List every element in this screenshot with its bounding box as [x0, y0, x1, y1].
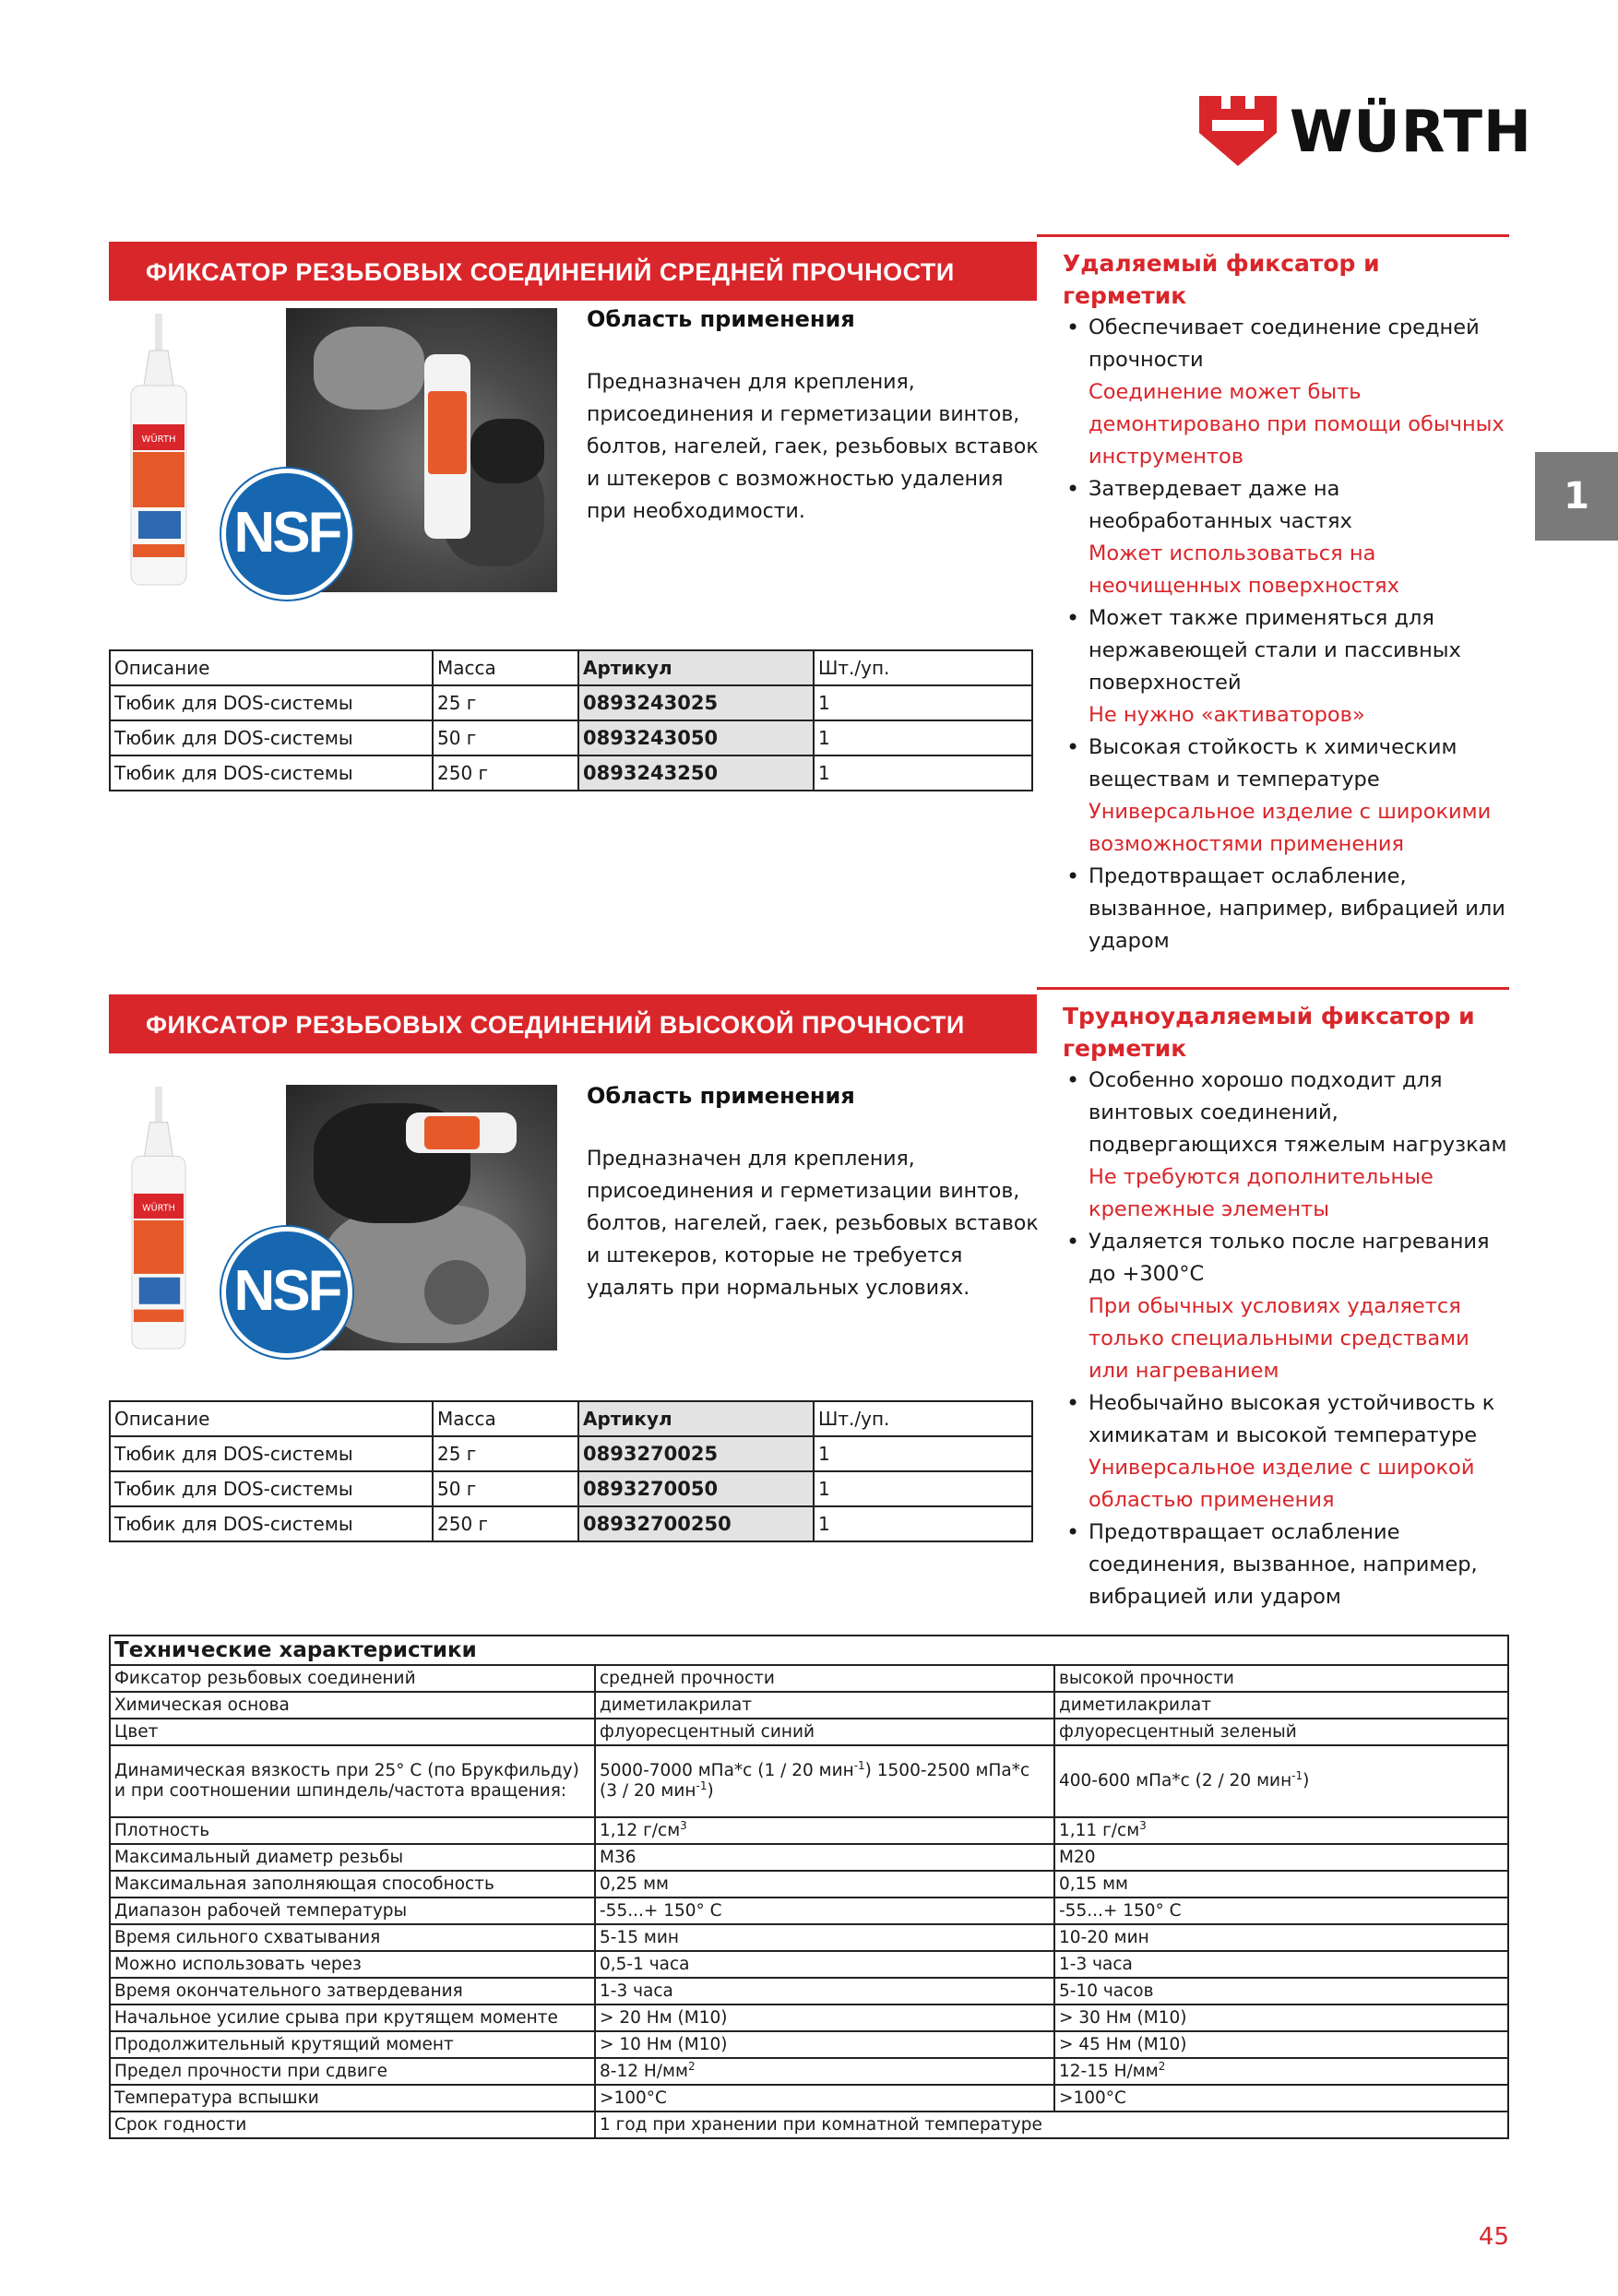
feature-sub: При обычных условиях удаляется только специальными средствами или нагреванием [1089, 1294, 1469, 1383]
spec-value-high: 0,15 мм [1054, 1871, 1508, 1897]
feature-item [1063, 861, 1511, 958]
cell-description: Тюбик для DOS-системы [110, 1506, 433, 1541]
spec-value-medium: М36 [595, 1844, 1054, 1871]
spec-label: Продолжительный крутящий момент [110, 2031, 595, 2058]
feature-sub: Может использоваться на неочищенных поверхностях [1089, 541, 1399, 598]
table-row [110, 1817, 1508, 1844]
product-1-header [109, 242, 1037, 301]
cell-mass: 250 г [433, 755, 578, 791]
spec-value-high: М20 [1054, 1844, 1508, 1871]
cell-article[interactable]: 0893270050 [578, 1471, 814, 1506]
bottle-label: WÜRTH [141, 434, 176, 445]
spec-label: Цвет [110, 1719, 595, 1745]
product-1-features-title: Удаляемый фиксатор и герметик [1063, 250, 1380, 309]
spec-value-high: 400-600 мПа*с (2 / 20 мин$^{-1}$) [1054, 1745, 1508, 1817]
feature-item [1063, 1065, 1511, 1226]
feature-item [1063, 732, 1511, 861]
spec-value-high: 1-3 часа [1054, 1951, 1508, 1978]
product-2-application-text: Предназначен для крепления, присоединения и герметизации винтов, болтов, нагелей, гаек, резьбовых вставок и штекеров, которые не требуется удалять при нормальных условиях. [587, 1148, 1039, 1300]
cell-article[interactable]: 0893243050 [578, 720, 814, 755]
spec-value-high: -55...+ 150° С [1054, 1897, 1508, 1924]
cell-mass: 50 г [433, 1471, 578, 1506]
spec-value-medium: 0,5-1 часа [595, 1951, 1054, 1978]
feature-sub: Не нужно «активаторов» [1089, 703, 1365, 727]
header-article: Артикул [578, 650, 814, 685]
feature-main: Особенно хорошо подходит для винтовых соединений, подвергающихся тяжелым нагрузкам [1089, 1068, 1507, 1157]
table-row [110, 1978, 1508, 2005]
header-description: Описание [110, 1401, 433, 1436]
product-2-features-title: Трудноудаляемый фиксатор и герметик [1063, 1003, 1475, 1062]
wurth-logo-text: WÜRTH [1290, 98, 1532, 165]
spec-label: Можно использовать через [110, 1951, 595, 1978]
spec-value-medium: 5-15 мин [595, 1924, 1054, 1951]
cell-mass: 250 г [433, 1506, 578, 1541]
cell-article[interactable]: 0893243250 [578, 755, 814, 791]
header-description: Описание [110, 650, 433, 685]
tech-specs-title: Технические характеристики [110, 1636, 1508, 1665]
header-article: Артикул [578, 1401, 814, 1436]
table-row [110, 1506, 1032, 1541]
table-row [110, 1665, 1508, 1692]
product-1-table [109, 649, 1033, 791]
spec-value-high: >100°С [1054, 2085, 1508, 2112]
spec-value-medium: 1-3 часа [595, 1978, 1054, 2005]
spec-label: Химическая основа [110, 1692, 595, 1719]
cell-article[interactable]: 0893243025 [578, 685, 814, 720]
table-row [110, 2112, 1508, 2138]
cell-description: Тюбик для DOS-системы [110, 720, 433, 755]
table-header-row [110, 650, 1032, 685]
feature-main: Предотвращает ослабление, вызванное, например, вибрацией или ударом [1089, 864, 1505, 953]
table-row [110, 685, 1032, 720]
table-row [110, 755, 1032, 791]
bottle-label: WÜRTH [142, 1203, 175, 1214]
wurth-logo-icon [1199, 96, 1277, 166]
table-row [110, 2031, 1508, 2058]
spec-label: Срок годности [110, 2112, 595, 2138]
spec-label: Максимальная заполняющая способность [110, 1871, 595, 1897]
spec-value-medium: -55...+ 150° С [595, 1897, 1054, 1924]
table-row [110, 1719, 1508, 1745]
product-2-application-title: Область применения [587, 1083, 855, 1109]
table-row [110, 1692, 1508, 1719]
spec-label: Время окончательного затвердевания [110, 1978, 595, 2005]
tech-specs-table [109, 1635, 1509, 2139]
spec-value-high: > 45 Нм (М10) [1054, 2031, 1508, 2058]
spec-value-medium: средней прочности [595, 1665, 1054, 1692]
cell-description: Тюбик для DOS-системы [110, 685, 433, 720]
cell-mass: 50 г [433, 720, 578, 755]
spec-value-medium: >100°С [595, 2085, 1054, 2112]
table-row [110, 2085, 1508, 2112]
cell-article[interactable]: 08932700250 [578, 1506, 814, 1541]
bottle-image [125, 1087, 192, 1350]
spec-label: Предел прочности при сдвиге [110, 2058, 595, 2085]
spec-value-medium: 0,25 мм [595, 1871, 1054, 1897]
cell-description: Тюбик для DOS-системы [110, 755, 433, 791]
table-row [110, 720, 1032, 755]
table-row [110, 1871, 1508, 1897]
chapter-tab[interactable]: 1 [1535, 452, 1618, 541]
cell-pcs: 1 [814, 1471, 1032, 1506]
spec-value-both: 1 год при хранении при комнатной температуре [595, 2112, 1508, 2138]
product-1-application-title: Область применения [587, 306, 855, 332]
feature-sub: Универсальное изделие с широкой областью применения [1089, 1456, 1475, 1512]
spec-value-high: 10-20 мин [1054, 1924, 1508, 1951]
spec-value-medium: > 20 Нм (М10) [595, 2005, 1054, 2031]
feature-sub: Не требуются дополнительные крепежные элементы [1089, 1165, 1434, 1221]
feature-main: Предотвращает ослабление соединения, вызванное, например, вибрацией или ударом [1089, 1520, 1478, 1609]
cell-pcs: 1 [814, 720, 1032, 755]
feature-main: Может также применяться для нержавеющей стали и пассивных поверхностей [1089, 606, 1461, 695]
cell-pcs: 1 [814, 755, 1032, 791]
bottle-image [125, 314, 192, 587]
wurth-logo [1199, 96, 1532, 166]
nsf-badge [221, 469, 352, 600]
feature-main: Затвердевает даже на необработанных частях [1089, 477, 1352, 533]
cell-description: Тюбик для DOS-системы [110, 1471, 433, 1506]
table-row [110, 2058, 1508, 2085]
spec-label: Фиксатор резьбовых соединений [110, 1665, 595, 1692]
table-header-row [110, 1401, 1032, 1436]
spec-value-high: 5-10 часов [1054, 1978, 1508, 2005]
feature-main: Удаляется только после нагревания до +300°С [1089, 1230, 1490, 1286]
spec-label: Время сильного схватывания [110, 1924, 595, 1951]
table-row [110, 1436, 1032, 1471]
product-1-application-text: Предназначен для крепления, присоединения и герметизации винтов, болтов, нагелей, гаек, резьбовых вставок и штекеров с возможностью удаления при необходимости. [587, 371, 1039, 523]
product-1-header-line [1037, 234, 1509, 237]
feature-item [1063, 1387, 1511, 1517]
feature-main: Обеспечивает соединение средней прочности [1089, 315, 1480, 372]
product-2-header [109, 994, 1037, 1053]
spec-label: Максимальный диаметр резьбы [110, 1844, 595, 1871]
nsf-badge-text: NSF [233, 1259, 340, 1323]
tech-specs-title-row [110, 1636, 1508, 1665]
cell-mass: 25 г [433, 685, 578, 720]
feature-item [1063, 1517, 1511, 1613]
feature-item [1063, 473, 1511, 602]
spec-value-high: диметилакрилат [1054, 1692, 1508, 1719]
header-pcs: Шт./уп. [814, 1401, 1032, 1436]
tech-specs-rows [110, 1665, 1508, 2112]
cell-article[interactable]: 0893270025 [578, 1436, 814, 1471]
nsf-badge-text: NSF [233, 501, 340, 565]
spec-label: Температура вспышки [110, 2085, 595, 2112]
product-1-features [1063, 247, 1511, 958]
cell-pcs: 1 [814, 1506, 1032, 1541]
header-mass: Масса [433, 1401, 578, 1436]
spec-value-medium: > 10 Нм (М10) [595, 2031, 1054, 2058]
spec-value-medium: 1,12 $г/см^3$ [595, 1817, 1054, 1844]
spec-value-medium: 5000-7000 мПа*с (1 / 20 мин$^{-1}$) 1500-2500 мПа*с (3 / 20 мин$^{-1}$) [595, 1745, 1054, 1817]
feature-item [1063, 312, 1511, 473]
spec-value-high: высокой прочности [1054, 1665, 1508, 1692]
feature-main: Высокая стойкость к химическим веществам и температуре [1089, 735, 1457, 791]
table-row [110, 1897, 1508, 1924]
spec-value-medium: флуоресцентный синий [595, 1719, 1054, 1745]
product-1-title: ФИКСАТОР РЕЗЬБОВЫХ СОЕДИНЕНИЙ СРЕДНЕЙ ПРОЧНОСТИ [146, 258, 955, 286]
product-2-title: ФИКСАТОР РЕЗЬБОВЫХ СОЕДИНЕНИЙ ВЫСОКОЙ ПРОЧНОСТИ [146, 1011, 965, 1039]
cell-pcs: 1 [814, 1436, 1032, 1471]
page-number: 45 [1478, 2223, 1509, 2251]
table-row [110, 1745, 1508, 1817]
cell-description: Тюбик для DOS-системы [110, 1436, 433, 1471]
spec-value-medium: 8-12 $Н/мм^2$ [595, 2058, 1054, 2085]
spec-value-high: 12-15 $Н/мм^2$ [1054, 2058, 1508, 2085]
table-row [110, 1951, 1508, 1978]
spec-value-high: > 30 Нм (М10) [1054, 2005, 1508, 2031]
feature-sub: Универсальное изделие с широкими возможностями применения [1089, 800, 1492, 856]
product-2-table [109, 1400, 1033, 1542]
table-row [110, 1471, 1032, 1506]
cell-mass: 25 г [433, 1436, 578, 1471]
feature-item [1063, 1226, 1511, 1387]
feature-main: Необычайно высокая устойчивость к химикатам и высокой температуре [1089, 1391, 1495, 1447]
spec-label: Начальное усилие срыва при крутящем моменте [110, 2005, 595, 2031]
spec-label: Динамическая вязкость при 25° С (по Брукфильду) и при соотношении шпиндель/частота вращения: [110, 1745, 595, 1817]
table-row [110, 2005, 1508, 2031]
spec-label: Диапазон рабочей температуры [110, 1897, 595, 1924]
product-2-header-line [1037, 987, 1509, 990]
header-pcs: Шт./уп. [814, 650, 1032, 685]
header-mass: Масса [433, 650, 578, 685]
table-row [110, 1844, 1508, 1871]
spec-value-high: 1,11 $г/см^3$ [1054, 1817, 1508, 1844]
feature-item [1063, 602, 1511, 732]
feature-sub: Соединение может быть демонтировано при помощи обычных инструментов [1089, 380, 1505, 469]
spec-value-high: флуоресцентный зеленый [1054, 1719, 1508, 1745]
table-row [110, 1924, 1508, 1951]
nsf-badge [221, 1227, 352, 1358]
spec-label: Плотность [110, 1817, 595, 1844]
cell-pcs: 1 [814, 685, 1032, 720]
spec-value-medium: диметилакрилат [595, 1692, 1054, 1719]
product-2-features [1063, 1000, 1511, 1613]
